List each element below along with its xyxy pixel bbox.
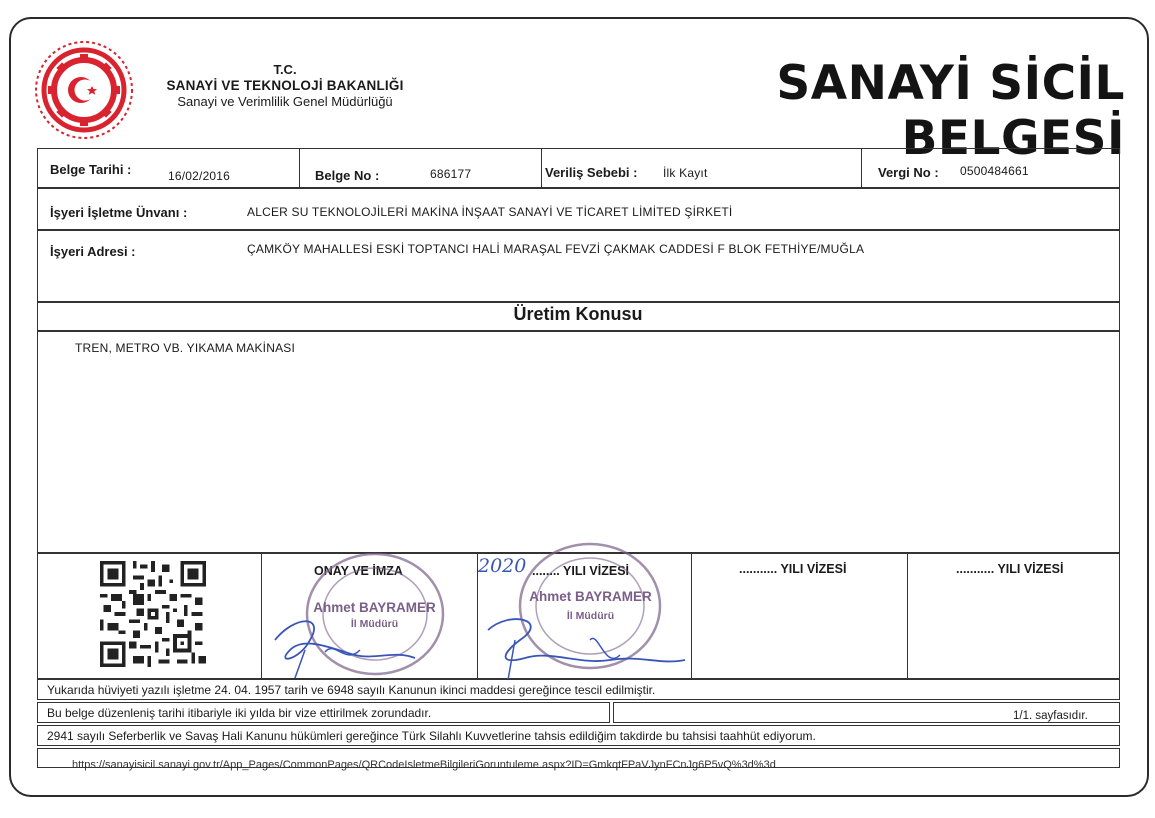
stamp-title: İl Müdürü [350,618,399,630]
address-row [37,230,1120,302]
signature-1-icon [265,610,445,680]
production-body [37,331,1120,553]
document-no-label: Belge No : [315,168,380,183]
company-value: ALCER SU TEKNOLOJİLERİ MAKİNA İNŞAAT SANAYİ VE TİCARET LİMİTED ŞİRKETİ [247,205,733,219]
company-label: İşyeri İşletme Ünvanı : [50,205,188,220]
visa-year-handwritten: 2020 [478,555,527,577]
qr-code-icon [100,561,206,667]
reason-label: Veriliş Sebebi : [545,165,638,180]
production-value: TREN, METRO VB. YIKAMA MAKİNASI [75,341,296,355]
date-label: Belge Tarihi : [50,162,132,177]
verification-url[interactable]: https://sanayisicil.sanayi.gov.tr/App_Pages/CommonPages/QRCodeIsletmeBilgileriGoruntuleme.aspx?ID=GmkqtFPaVJynFCnJg6P5vQ%3d%3d [72,759,776,771]
approval-signature-label: ONAY VE İMZA [314,564,403,578]
visa-label-3: ........... YILI VİZESİ [956,562,1064,576]
tax-no-value: 0500484661 [960,164,1029,178]
stamp-name: Ahmet BAYRAMER [313,600,436,615]
registration-statement: Yukarıda hüviyeti yazılı işletme 24. 04. 1957 tarih ve 6948 sayılı Kanunun ikinci maddesi gereğince tescil edilmiştir. [47,683,656,697]
signature-2-icon [480,610,690,682]
ministry-heading [160,62,410,110]
tax-no-label: Vergi No : [878,165,939,180]
directorate-name: Sanayi ve Verimlilik Genel Müdürlüğü [177,94,393,109]
ministry-name: SANAYİ VE TEKNOLOJİ BAKANLIĞI [166,78,404,93]
visa-label-1: ........ YILI VİZESİ [532,564,630,578]
mobilization-statement: 2941 sayılı Seferberlik ve Savaş Hali Kanunu hükümleri gereğince Türk Silahlı Kuvvetlerine tahsis edildiğim takdirde bu tahsisi taahhüt ediyorum. [47,729,816,743]
document-no-value: 686177 [430,167,472,181]
visa-stamp-title: İl Müdürü [566,610,615,622]
page-number: 1/1. sayfasıdır. [1013,710,1088,722]
tc-label: T.C. [273,62,297,77]
ministry-logo-icon [34,40,134,140]
visa-label-2: ........... YILI VİZESİ [739,562,847,576]
reason-value: İlk Kayıt [663,166,708,180]
production-title: Üretim Konusu [513,304,643,324]
date-value: 16/02/2016 [168,169,231,183]
visa-stamp-name: Ahmet BAYRAMER [529,589,652,604]
document-title: SANAYİ SİCİL BELGESİ [776,56,1125,166]
visa-notice: Bu belge düzenleniş tarihi itibariyle iki yılda bir vize ettirilmek zorundadır. [47,706,432,720]
address-value: ÇAMKÖY MAHALLESİ ESKİ TOPTANCI HALİ MARAŞAL FEVZİ ÇAKMAK CADDESİ F BLOK FETHİYE/MUĞLA [247,242,865,256]
address-label: İşyeri Adresi : [50,244,136,259]
